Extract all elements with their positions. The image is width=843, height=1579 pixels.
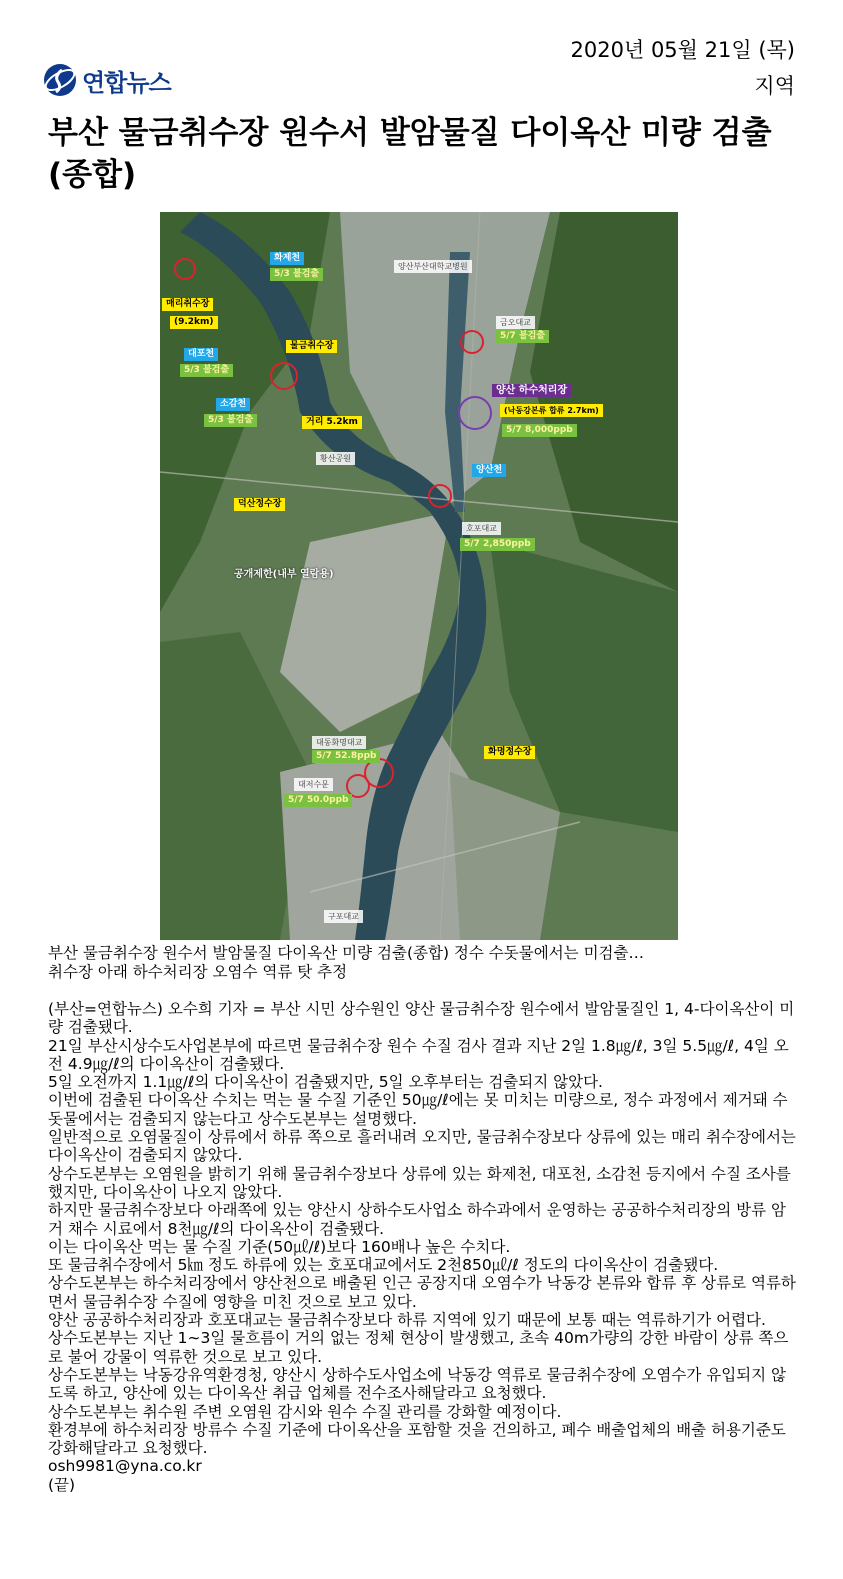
label-daepo: 대포천 bbox=[184, 348, 218, 361]
article-lead bbox=[48, 944, 798, 982]
lead-line: 부산 물금취수장 원수서 발암물질 다이옥산 미량 검출(종합) 정수 수돗물에서는 미검출… bbox=[48, 944, 644, 962]
body-paragraph: 이번에 검출된 다이옥산 수치는 먹는 물 수질 기준인 50㎍/ℓ에는 못 미치는 미량으로, 정수 과정에서 제거돼 수돗물에서는 검출되지 않는다고 상수도본부는 설명했다. bbox=[48, 1091, 788, 1128]
yonhap-logo-icon bbox=[42, 62, 78, 98]
body-paragraph: 하지만 물금취수장보다 아래쪽에 있는 양산시 상하수도사업소 하수과에서 운영하는 공공하수처리장의 방류 암거 채수 시료에서 8천㎍/ℓ의 다이옥산이 검출됐다. bbox=[48, 1201, 787, 1238]
yangsancheon-marker bbox=[428, 484, 452, 508]
label-hopo: 호포대교 bbox=[462, 522, 501, 535]
label-sogam: 소감천 bbox=[216, 398, 250, 411]
body-paragraph: 21일 부산시상수도사업본부에 따르면 물금취수장 원수 수질 검사 결과 지난 2일 1.8㎍/ℓ, 3일 5.5㎍/ℓ, 4일 오전 4.9㎍/ℓ의 다이옥산이 검출됐다. bbox=[48, 1036, 789, 1073]
body-paragraph: 또 물금취수장에서 5㎞ 정도 하류에 있는 호포대교에서도 2천850㎕/ℓ 정도의 다이옥산이 검출됐다. bbox=[48, 1256, 719, 1275]
logo-text: 연합뉴스 bbox=[82, 68, 171, 97]
label-hwaje-value: 5/3 불검출 bbox=[270, 268, 323, 281]
label-gupo: 구포대교 bbox=[324, 910, 363, 923]
label-maeri: 매리취수장 bbox=[162, 298, 213, 311]
section-name: 지역 bbox=[754, 74, 795, 98]
label-mulgeum: 물금취수장 bbox=[286, 340, 337, 353]
headline: 부산 물금취수장 원수서 발암물질 다이옥산 미량 검출(종합) bbox=[48, 115, 772, 193]
label-deoksan: 덕산정수장 bbox=[234, 498, 285, 511]
label-yangsancheon: 양산천 bbox=[472, 464, 506, 477]
reporter-email: osh9981@yna.co.kr bbox=[48, 1457, 202, 1476]
body-paragraph: 상수도본부는 오염원을 밝히기 위해 물금취수장보다 상류에 있는 화제천, 대포천, 소감천 등지에서 수질 조사를 했지만, 다이옥산이 나오지 않았다. bbox=[48, 1164, 791, 1201]
body-paragraph: 양산 공공하수처리장과 호포대교는 물금취수장보다 하류 지역에 있기 때문에 보통 때는 역류하기가 어렵다. bbox=[48, 1311, 766, 1330]
label-daedong-value: 5/7 52.8ppb bbox=[312, 750, 380, 763]
label-distance: 거리 5.2km bbox=[302, 416, 362, 429]
label-geumo: 금오대교 bbox=[496, 316, 535, 329]
body-paragraph: 이는 다이옥산 먹는 물 수질 기준(50㎕/ℓ)보다 160배나 높은 수치다. bbox=[48, 1237, 511, 1256]
article-end: (끝) bbox=[48, 1475, 76, 1494]
maeri-marker bbox=[174, 258, 196, 280]
label-daepo-value: 5/3 불검출 bbox=[180, 364, 233, 377]
mulgeum-marker bbox=[270, 362, 298, 390]
label-hospital: 양산부산대학교병원 bbox=[394, 260, 472, 273]
label-plant: 양산 하수처리장 bbox=[492, 384, 571, 397]
label-sogam-value: 5/3 불검출 bbox=[204, 414, 257, 427]
label-hopo-value: 5/7 2,850ppb bbox=[460, 538, 535, 551]
body-paragraph: 상수도본부는 하수처리장에서 양산천으로 배출된 인근 공장지대 오염수가 낙동강 본류와 합류 후 상류로 역류하면서 물금취수장 수질에 영향을 미친 것으로 보고 있다. bbox=[48, 1274, 796, 1311]
body-paragraph: 일반적으로 오염물질이 상류에서 하류 쪽으로 흘러내려 오지만, 물금취수장보다 상류에 있는 매리 취수장에서는 다이옥산이 검출되지 않았다. bbox=[48, 1128, 796, 1165]
plant-marker bbox=[458, 396, 492, 430]
label-restricted: 공개제한(내부 열람용) bbox=[234, 569, 334, 580]
body-paragraph: 5일 오전까지 1.1㎍/ℓ의 다이옥산이 검출됐지만, 5일 오후부터는 검출되지 않았다. bbox=[48, 1073, 603, 1092]
body-paragraph: 상수도본부는 낙동강유역환경청, 양산시 상하수도사업소에 낙동강 역류로 물금취수장에 오염수가 유입되지 않도록 하고, 양산에 있는 다이옥산 취급 업체를 전수조사해달라고 요청했다. bbox=[48, 1365, 787, 1403]
label-plant-value: 5/7 8,000ppb bbox=[502, 424, 577, 437]
body-paragraph: 환경부에 하수처리장 방류수 수질 기준에 다이옥산을 포함할 것을 건의하고, 폐수 배출업체의 배출 허용기준도 강화해달라고 요청했다. bbox=[48, 1420, 786, 1458]
label-daejeo-value: 5/7 50.0ppb bbox=[284, 794, 352, 807]
yonhap-logo bbox=[42, 60, 190, 100]
geumo-marker bbox=[460, 330, 484, 354]
body-paragraph: 상수도본부는 지난 1∼3일 물흐름이 거의 없는 정체 현상이 발생했고, 초속 40m가량의 강한 바람이 상류 쪽으로 불어 강물이 역류한 것으로 보고 있다. bbox=[48, 1329, 789, 1366]
label-park: 황산공원 bbox=[316, 452, 355, 465]
aerial-map bbox=[160, 212, 678, 940]
label-hwamyeong: 화명정수장 bbox=[484, 746, 535, 759]
label-daejeo: 대저수문 bbox=[294, 778, 333, 791]
publish-date: 2020년 05월 21일 (목) bbox=[570, 38, 795, 62]
label-geumo-value: 5/7 불검출 bbox=[496, 330, 549, 343]
body-paragraph: (부산=연합뉴스) 오수희 기자 = 부산 시민 상수원인 양산 물금취수장 원수에서 발암물질인 1, 4-다이옥산이 미량 검출됐다. bbox=[48, 1000, 795, 1037]
label-plant-note: (낙동강본류 합류 2.7km) bbox=[500, 404, 603, 417]
article-body bbox=[48, 1000, 800, 1494]
body-paragraph: 상수도본부는 취수원 주변 오염원 감시와 원수 수질 관리를 강화할 예정이다. bbox=[48, 1402, 562, 1421]
lead-line: 취수장 아래 하수처리장 오염수 역류 탓 추정 bbox=[48, 963, 348, 981]
label-hwaje: 화제천 bbox=[270, 252, 304, 265]
label-maeri-distance: (9.2km) bbox=[170, 316, 218, 329]
label-daedong: 대동화명대교 bbox=[312, 736, 366, 749]
